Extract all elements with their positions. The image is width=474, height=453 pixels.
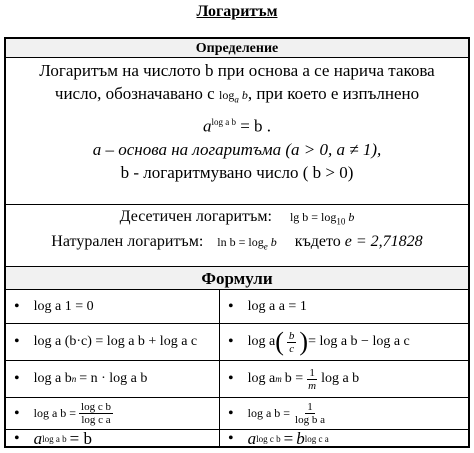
formulas-grid	[6, 290, 468, 448]
formula-identity: • a log a b = b	[14, 429, 92, 448]
definition-line-4: a – основа на логаритъма (a > 0, a ≠ 1),	[92, 140, 382, 160]
definition-body	[6, 58, 468, 205]
decimal-log-row: Десетичен логаритъм: $\lg b = \log_{10} b$	[119, 208, 355, 227]
definition-header: Определение	[6, 39, 468, 58]
formula-log-one: • log a 1 = 0	[14, 297, 94, 315]
formulas-header: Формули	[6, 266, 468, 290]
formula-log-quotient: • log a ( $\frac{b}{c}$ ) = log a b − log a c	[228, 327, 410, 356]
formula-change-of-base: • log a b = $\frac{\text{log c b}}{\text{log c a}}$	[14, 401, 111, 426]
definition-line-2: число, обозначавано с $\log_a b$, при което е изпълнено	[54, 84, 420, 105]
definition-line-1: Логаритъм на числото b при основа a се нарича такова	[39, 61, 435, 80]
formula-reciprocal: • log a b = $\frac{1}{\text{log b a}}$	[228, 401, 325, 426]
definition-line-3: $a^{log a b} = b$ .	[202, 117, 272, 137]
natural-log-row: Натурален логаритъм: $\ln b = \log_e b$ където e = 2,71828	[51, 233, 423, 252]
logarithm-sheet	[4, 37, 470, 448]
formula-log-product: • log a (b·c) = log a b + log a c	[14, 333, 198, 350]
page-title: Логаритъм	[196, 3, 278, 20]
definition-line-5: b - логаритмувано число ( b > 0)	[120, 163, 354, 183]
formula-log-base: • log a a = 1	[228, 297, 307, 315]
formula-log-root-base: • log a m b = $\frac{1}{m}$ log a b	[228, 366, 360, 392]
formula-log-power: • log a b n = n · log a b	[14, 370, 148, 387]
special-logarithms	[6, 204, 468, 267]
formula-exponent-swap: • a log c b = b log c a	[228, 429, 329, 448]
